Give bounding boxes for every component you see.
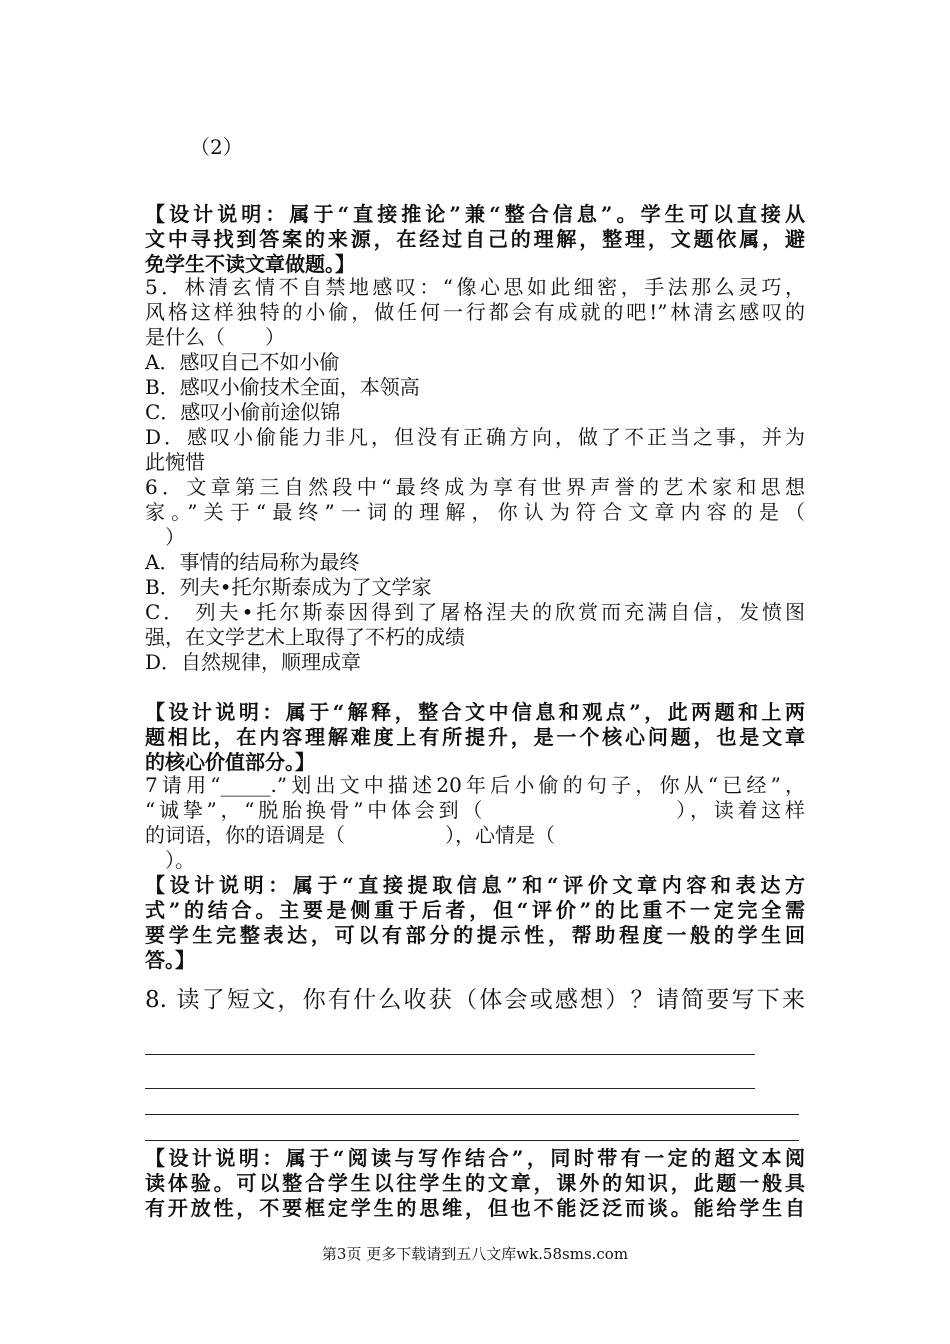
question-7-line-2: “诚挚”，“脱胎换骨”中体会到（ ），读着这样 — [145, 798, 805, 822]
design-note-3-line-4: 答。】 — [145, 948, 195, 972]
question-6-option-c-line-1: C． 列夫•托尔斯泰因得到了屠格涅夫的欣赏而充满自信，发愤图 — [145, 600, 805, 624]
design-note-3-line-2: 式”的结合。主要是侧重于后者，但“评价”的比重不一定完全需 — [145, 898, 805, 922]
design-note-1-line-1: 【设计说明：属于“直接推论”兼“整合信息”。学生可以直接从 — [145, 202, 805, 226]
question-5-line-3: 是什么（ ） — [145, 325, 285, 349]
design-note-3-line-3: 要学生完整表达，可以有部分的提示性，帮助程度一般的学生回 — [145, 923, 805, 947]
question-5-line-1: 5．林清玄情不自禁地感叹：“像心思如此细密，手法那么灵巧， — [145, 275, 805, 299]
question-7-line-1: 7请用“_____.”划出文中描述20年后小偷的句子，你从“已经”， — [145, 773, 805, 797]
question-5-option-c: C．感叹小偷前途似锦 — [145, 400, 341, 424]
part-2-label: （2） — [190, 135, 243, 159]
design-note-1-line-3: 免学生不读文章做题。】 — [145, 252, 355, 276]
design-note-4-line-1: 【设计说明：属于“阅读与写作结合”，同时带有一定的超文本阅 — [145, 1146, 805, 1170]
question-5-option-d-line-1: D．感叹小偷能力非凡，但没有正确方向，做了不正当之事，并为 — [145, 425, 805, 449]
question-6-option-c-line-2: 强，在文学艺术上取得了不朽的成绩 — [145, 625, 465, 649]
answer-line-4 — [145, 1140, 799, 1141]
question-6-line-3: ） — [145, 525, 185, 549]
design-note-2-line-1: 【设计说明：属于“解释，整合文中信息和观点”，此两题和上两 — [145, 700, 805, 724]
answer-line-2 — [145, 1088, 755, 1089]
question-7-line-3: 的词语，你的语调是（ ），心情是（ — [145, 823, 555, 847]
design-note-2-line-2: 题相比，在内容理解难度上有所提升，是一个核心问题，也是文章 — [145, 725, 805, 749]
question-8-prompt: 8. 读了短文，你有什么收获（体会或感想）？请简要写下来 — [145, 987, 805, 1013]
question-5-option-a: A．感叹自己不如小偷 — [145, 350, 340, 374]
answer-line-3 — [145, 1114, 799, 1115]
answer-line-1 — [145, 1054, 755, 1055]
question-5-option-b: B．感叹小偷技术全面，本领高 — [145, 375, 420, 399]
design-note-4-line-2: 读体验。可以整合学生以往学生的文章，课外的知识，此题一般具 — [145, 1171, 805, 1195]
question-5-option-d-line-2: 此惋惜 — [145, 450, 205, 474]
question-6-option-d: D．自然规律，顺理成章 — [145, 650, 362, 674]
question-6-option-b: B．列夫•托尔斯泰成为了文学家 — [145, 575, 432, 599]
question-6-line-1: 6．文章第三自然段中“最终成为享有世界声誉的艺术家和思想 — [145, 475, 805, 499]
design-note-2-line-3: 的核心价值部分。】 — [145, 750, 315, 774]
question-6-line-2: 家。”关于“最终”一词的理解，你认为符合文章内容的是（ — [145, 500, 805, 524]
question-5-line-2: 风格这样独特的小偷，做任何一行都会有成就的吧!”林清玄感叹的 — [145, 300, 805, 324]
question-7-line-4: ）。 — [145, 848, 195, 872]
design-note-4-line-3: 有开放性，不要框定学生的思维，但也不能泛泛而谈。能给学生自 — [145, 1196, 805, 1220]
design-note-3-line-1: 【设计说明：属于“直接提取信息”和“评价文章内容和表达方 — [145, 873, 805, 897]
design-note-1-line-2: 文中寻找到答案的来源，在经过自己的理解，整理，文题依属，避 — [145, 227, 805, 251]
page-footer: 第3页 更多下载请到五八文库wk.58sms.com — [321, 1245, 629, 1263]
question-6-option-a: A．事情的结局称为最终 — [145, 550, 360, 574]
